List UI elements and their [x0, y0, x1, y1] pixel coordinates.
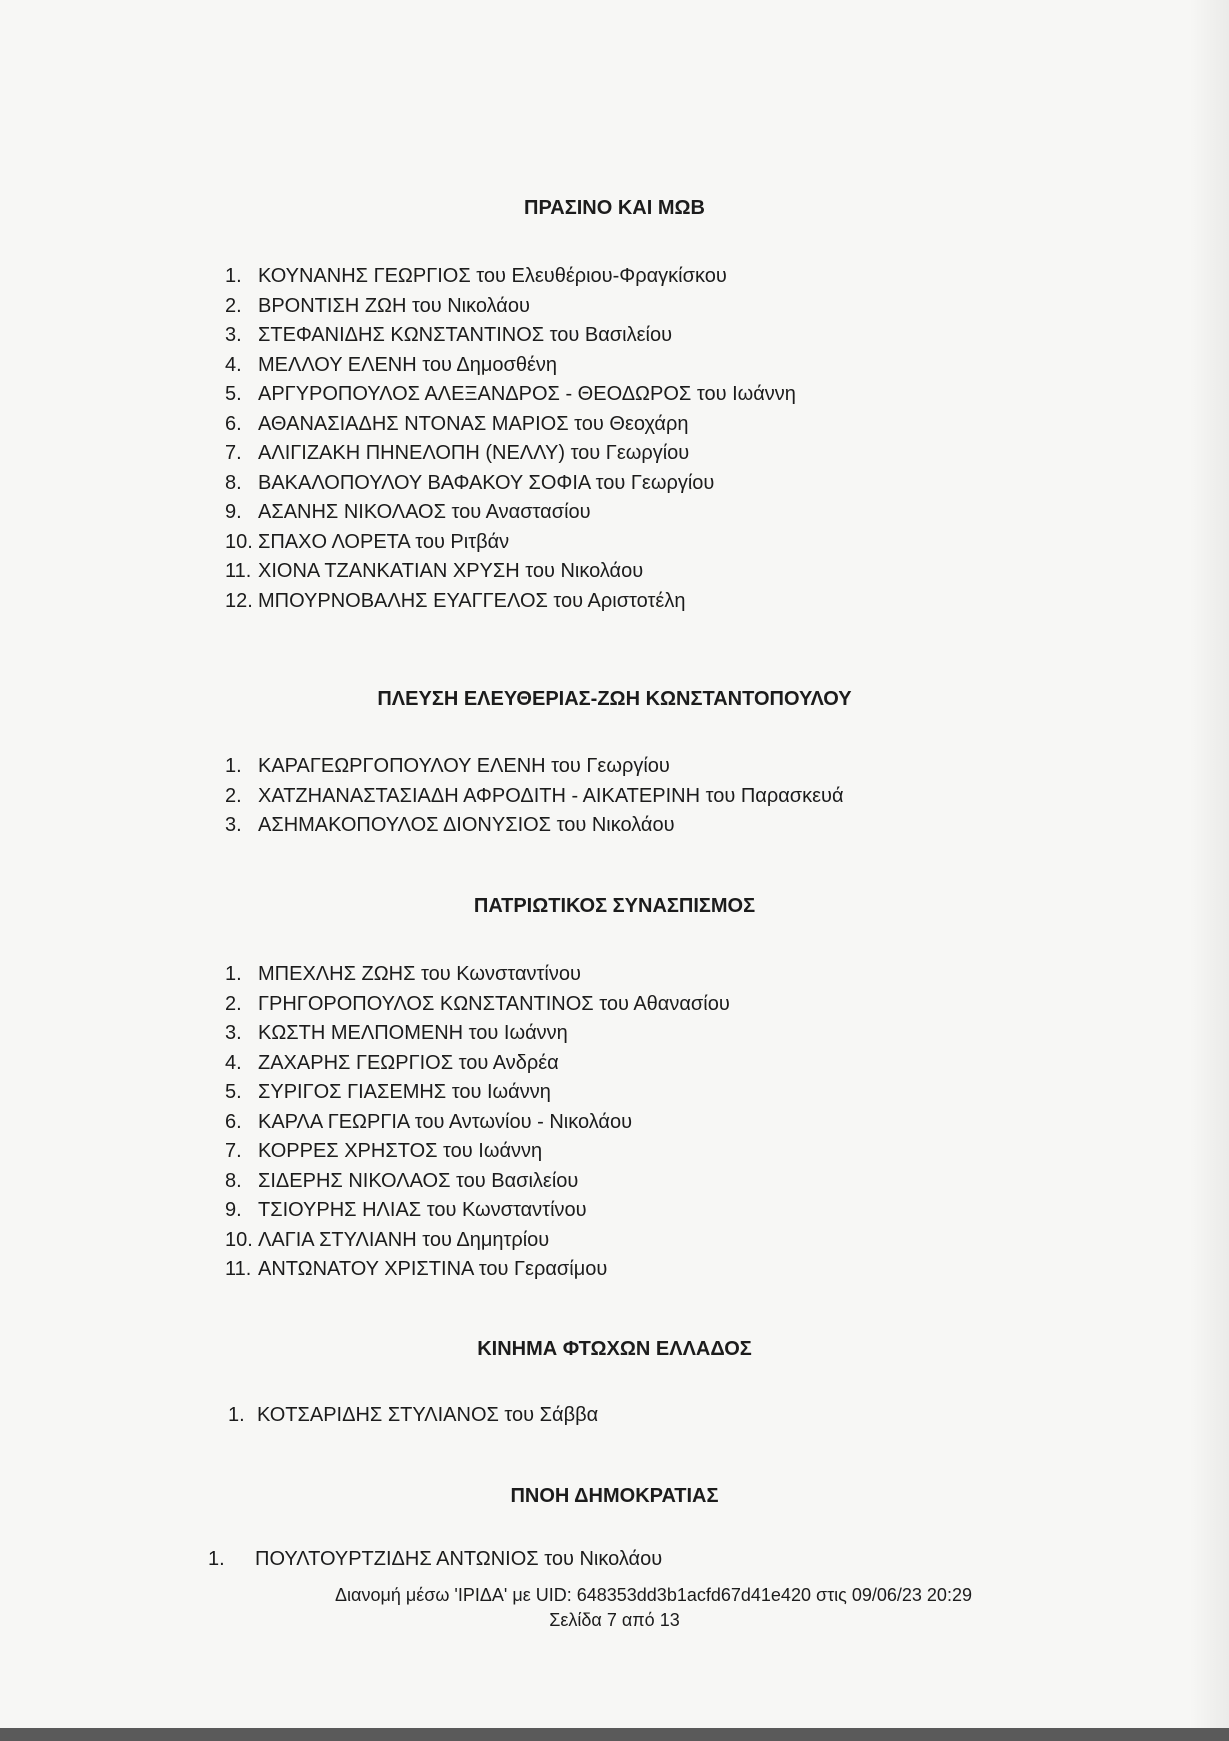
section-title-pnoi-dimokratias: ΠΝΟΗ ΔΗΜΟΚΡΑΤΙΑΣ [510, 1485, 719, 1507]
item-text: ΑΘΑΝΑΣΙΑΔΗΣ ΝΤΟΝΑΣ ΜΑΡΙΟΣ του Θεοχάρη [258, 412, 689, 435]
list-item [225, 380, 796, 410]
candidate-list-pnoi-dimokratias [208, 1545, 662, 1575]
item-text: ΑΡΓΥΡΟΠΟΥΛΟΣ ΑΛΕΞΑΝΔΡΟΣ - ΘΕΟΔΩΡΟΣ του Ιωάννη [258, 383, 796, 405]
list-item [225, 557, 796, 587]
list-item [225, 498, 796, 528]
item-text: ΚΩΣΤΗ ΜΕΛΠΟΜΕΝΗ του Ιωάννη [258, 1022, 568, 1044]
item-text: ΚΟΤΣΑΡΙΔΗΣ ΣΤΥΛΙΑΝΟΣ του Σάββα [257, 1404, 599, 1426]
item-number: 3. [225, 324, 242, 346]
page-number: Σελίδα 7 από 13 [549, 1610, 680, 1630]
item-text: ΚΟΥΝΑΝΗΣ ΓΕΩΡΓΙΟΣ του Ελευθέριου-Φραγκίσκου [258, 265, 727, 287]
item-number: 1. [208, 1548, 225, 1570]
item-number: 1. [225, 755, 242, 777]
item-text: ΑΝΤΩΝΑΤΟΥ ΧΡΙΣΤΙΝΑ του Γερασίμου [258, 1258, 608, 1280]
item-text: ΧΑΤΖΗΑΝΑΣΤΑΣΙΑΔΗ ΑΦΡΟΔΙΤΗ - ΑΙΚΑΤΕΡΙΝΗ του Παρασκευά [258, 784, 844, 807]
item-number: 5. [225, 383, 242, 405]
list-item [225, 321, 796, 351]
item-number: 6. [225, 1110, 242, 1133]
item-number: 2. [225, 294, 242, 317]
item-number: 10. [225, 530, 253, 553]
list-item [225, 990, 730, 1020]
item-text: ΜΠΟΥΡΝΟΒΑΛΗΣ ΕΥΑΓΓΕΛΟΣ του Αριστοτέλη [258, 589, 686, 612]
item-number: 6. [225, 412, 242, 435]
list-item [225, 292, 796, 322]
item-number: 11. [225, 560, 252, 582]
item-number: 12. [225, 589, 253, 612]
section-title-kinima-ftochon: ΚΙΝΗΜΑ ΦΤΩΧΩΝ ΕΛΛΑΔΟΣ [477, 1338, 752, 1360]
item-text: ΠΟΥΛΤΟΥΡΤΖΙΔΗΣ ΑΝΤΩΝΙΟΣ του Νικολάου [255, 1548, 663, 1570]
list-item [225, 752, 844, 782]
list-item [225, 1049, 730, 1079]
item-number: 7. [225, 1140, 242, 1162]
item-text: ΒΡΟΝΤΙΣΗ ΖΩΗ του Νικολάου [258, 294, 530, 317]
section-title-patriotikos-synaspismos: ΠΑΤΡΙΩΤΙΚΟΣ ΣΥΝΑΣΠΙΣΜΟΣ [473, 895, 756, 917]
list-item [225, 1255, 730, 1285]
item-text: ΖΑΧΑΡΗΣ ΓΕΩΡΓΙΟΣ του Ανδρέα [258, 1051, 559, 1074]
list-item [225, 351, 796, 381]
item-text: ΜΠΕΧΛΗΣ ΖΩΗΣ του Κωνσταντίνου [258, 963, 581, 985]
list-item [225, 587, 796, 617]
candidate-list-plefsi-eleftherias [225, 752, 844, 841]
candidate-list-prasino-kai-mov [225, 262, 796, 616]
item-number: 7. [225, 442, 242, 464]
item-text: ΑΛΙΓΙΖΑΚΗ ΠΗΝΕΛΟΠΗ (ΝΕΛΛΥ) του Γεωργίου [258, 442, 690, 464]
item-number: 11. [225, 1258, 252, 1280]
item-text: ΧΙΟΝΑ ΤΖΑΝΚΑΤΙΑΝ ΧΡΥΣΗ του Νικολάου [258, 560, 644, 582]
list-item [225, 782, 844, 812]
item-number: 2. [225, 992, 242, 1015]
list-item [225, 1196, 730, 1226]
distribution-note: Διανομή μέσω 'ΙΡΙΔΑ' με UID: 648353dd3b1acfd67d41e420 στις 09/06/23 20:29 [335, 1585, 972, 1605]
item-number: 4. [225, 353, 242, 376]
list-item [225, 410, 796, 440]
list-item [225, 1019, 730, 1049]
item-text: ΚΑΡΛΑ ΓΕΩΡΓΙΑ του Αντωνίου - Νικολάου [258, 1110, 633, 1133]
item-text: ΣΤΕΦΑΝΙΔΗΣ ΚΩΝΣΤΑΝΤΙΝΟΣ του Βασιλείου [258, 324, 673, 346]
item-text: ΒΑΚΑΛΟΠΟΥΛΟΥ ΒΑΦΑΚΟΥ ΣΟΦΙΑ του Γεωργίου [258, 471, 715, 494]
item-text: ΓΡΗΓΟΡΟΠΟΥΛΟΣ ΚΩΝΣΤΑΝΤΙΝΟΣ του Αθανασίου [258, 992, 730, 1015]
item-number: 2. [225, 784, 242, 807]
item-text: ΚΑΡΑΓΕΩΡΓΟΠΟΥΛΟΥ ΕΛΕΝΗ του Γεωργίου [258, 755, 670, 777]
item-number: 9. [225, 1199, 242, 1221]
item-text: ΜΕΛΛΟΥ ΕΛΕΝΗ του Δημοσθένη [258, 353, 557, 376]
item-text: ΑΣΑΝΗΣ ΝΙΚΟΛΑΟΣ του Αναστασίου [258, 501, 591, 523]
item-number: 4. [225, 1051, 242, 1074]
item-text: ΣΙΔΕΡΗΣ ΝΙΚΟΛΑΟΣ του Βασιλείου [258, 1169, 579, 1192]
list-item [225, 439, 796, 469]
item-text: ΤΣΙΟΥΡΗΣ ΗΛΙΑΣ του Κωνσταντίνου [258, 1199, 587, 1221]
item-number: 3. [225, 1022, 242, 1044]
item-number: 1. [225, 963, 242, 985]
item-text: ΚΟΡΡΕΣ ΧΡΗΣΤΟΣ του Ιωάννη [258, 1140, 543, 1162]
list-item [208, 1545, 662, 1575]
list-item [225, 262, 796, 292]
item-number: 1. [228, 1404, 245, 1426]
item-number: 10. [225, 1228, 253, 1251]
list-item [225, 528, 796, 558]
section-title-plefsi-eleftherias: ΠΛΕΥΣΗ ΕΛΕΥΘΕΡΙΑΣ-ΖΩΗ ΚΩΝΣΤΑΝΤΟΠΟΥΛΟΥ [377, 688, 852, 710]
item-number: 8. [225, 471, 242, 494]
list-item [225, 1108, 730, 1138]
item-number: 9. [225, 501, 242, 523]
item-number: 8. [225, 1169, 242, 1192]
list-item [228, 1401, 598, 1431]
list-item [225, 1167, 730, 1197]
item-number: 3. [225, 814, 242, 836]
list-item [225, 960, 730, 990]
list-item [225, 1226, 730, 1256]
item-text: ΛΑΓΙΑ ΣΤΥΛΙΑΝΗ του Δημητρίου [258, 1228, 550, 1251]
item-text: ΣΥΡΙΓΟΣ ΓΙΑΣΕΜΗΣ του Ιωάννη [258, 1081, 551, 1103]
list-item [225, 811, 844, 841]
item-number: 1. [225, 265, 242, 287]
candidate-list-patriotikos-synaspismos [225, 960, 730, 1285]
list-item [225, 469, 796, 499]
candidate-list-kinima-ftochon [228, 1401, 598, 1431]
item-text: ΑΣΗΜΑΚΟΠΟΥΛΟΣ ΔΙΟΝΥΣΙΟΣ του Νικολάου [258, 814, 675, 836]
list-item [225, 1137, 730, 1167]
item-text: ΣΠΑΧΟ ΛΟΡΕΤΑ του Ριτβάν [258, 530, 510, 553]
item-number: 5. [225, 1081, 242, 1103]
section-title-prasino-kai-mov: ΠΡΑΣΙΝΟ ΚΑΙ ΜΩΒ [524, 197, 705, 219]
list-item [225, 1078, 730, 1108]
